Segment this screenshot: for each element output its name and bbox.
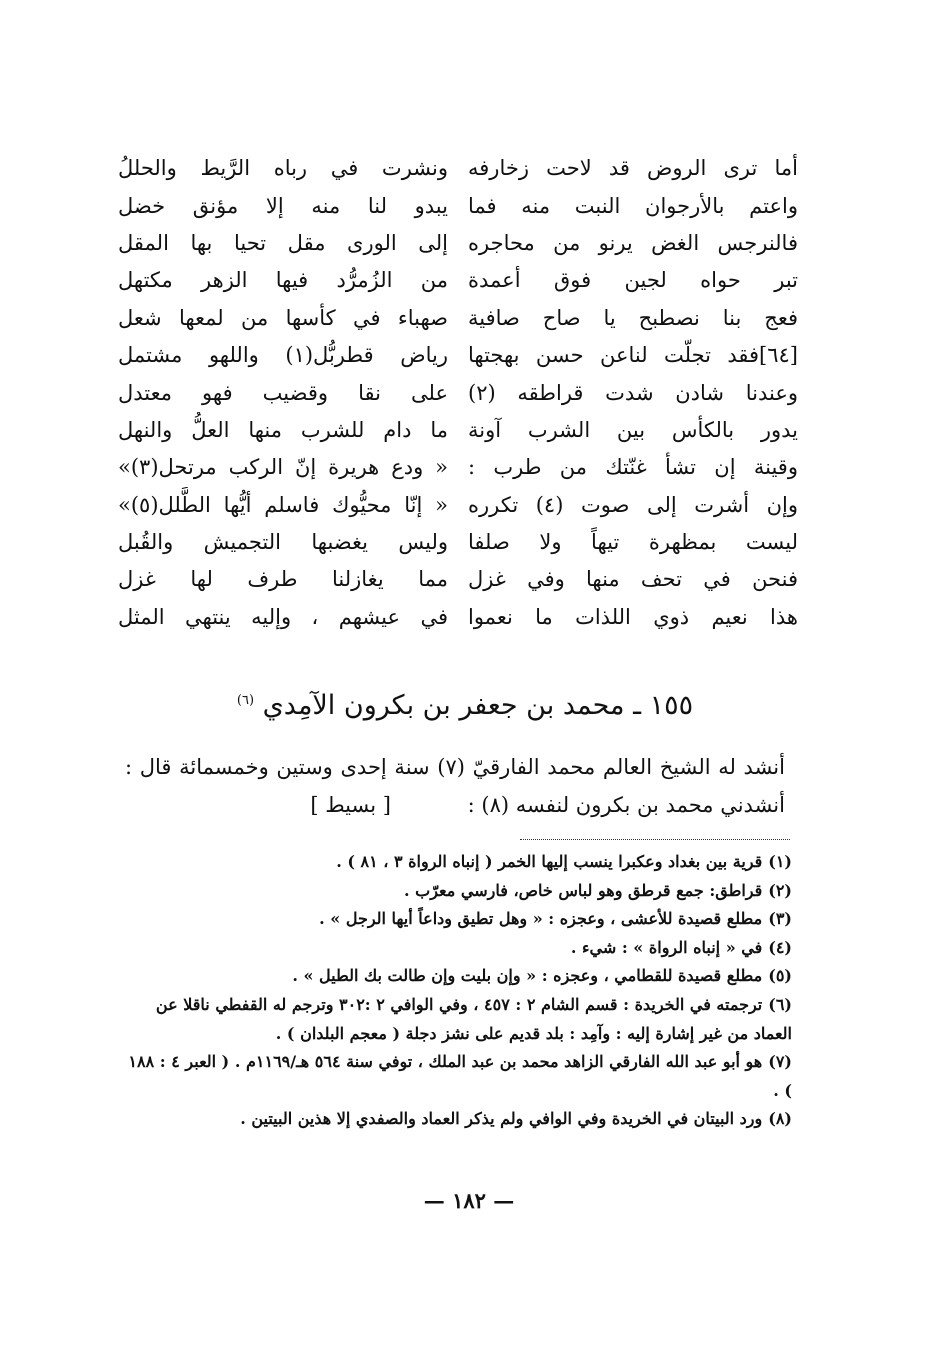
intro-line: أنشد له الشيخ العالم محمد الفارقيّ (٧) سنة إحدى وستين وخمسمائة قال : <box>125 755 785 779</box>
footnote-text: في « إنباه الرواة » : شيء . <box>570 937 763 957</box>
poem-verse <box>118 487 798 524</box>
verse-second-hemistich: ما دام للشرب منها العلُّ والنهل <box>118 417 448 442</box>
verse-first-hemistich: وإن أشرت إلى صوت (٤) تكرره <box>468 492 798 517</box>
footnote <box>122 848 792 877</box>
footnote-number: (٣) <box>768 909 792 929</box>
footnote <box>122 934 792 963</box>
footnote-ref: (٦) <box>236 693 255 708</box>
footnote-text: ورد البيتان في الخريدة وفي الوافي ولم يذكر العماد والصفدي إلا هذين البيتين . <box>240 1109 763 1129</box>
verse-first-hemistich: تبر حواه لجين فوق أعمدة <box>468 268 798 293</box>
verse-first-hemistich: وقينة إن تشأ غنّتك من طرب : <box>468 455 798 480</box>
footnote <box>122 991 792 1048</box>
footnote <box>122 1105 792 1134</box>
footnote <box>122 962 792 991</box>
footnote-number: (١) <box>768 852 792 871</box>
entry-title: ١٥٥ ـ محمد بن جعفر بن بكرون الآمِدي <box>262 690 694 721</box>
footnote-divider <box>520 839 790 840</box>
poem-verse <box>118 225 798 262</box>
poem-verse <box>118 187 798 224</box>
verse-second-hemistich: « إنّا محيُّوك فاسلم أيُّها الطَّلل(٥)» <box>118 492 448 517</box>
verse-second-hemistich: صهباء في كأسها من لمعها شعل <box>118 305 448 330</box>
poem-verse <box>118 412 798 449</box>
footnote-number: (٥) <box>768 966 792 986</box>
page-number: — ١٨٢ — <box>423 1188 515 1213</box>
verse-second-hemistich: إلى الورى مقل تحيا بها المقل <box>118 230 448 255</box>
poem-verse <box>118 599 798 636</box>
poem-verse <box>118 561 798 598</box>
verse-second-hemistich: على نقا وقضيب فهو معتدل <box>118 380 448 405</box>
verse-second-hemistich: « ودع هريرة إنّ الركب مرتحل(٣)» <box>118 455 448 480</box>
verse-second-hemistich: يبدو لنا منه إلا مؤنق خضل <box>118 193 448 218</box>
footnote-number: (٦) <box>768 994 792 1014</box>
verse-first-hemistich: أما ترى الروض قد لاحت زخارفه <box>468 156 798 181</box>
entry-heading <box>150 690 780 721</box>
footnote-text: هو أبو عبد الله الفارقي الزاهد محمد بن عبد الملك ، توفي سنة ٥٦٤ هـ/١١٦٩م . ( العبر ٤ : ١٨٨ ) . <box>128 1052 792 1100</box>
footnote <box>122 1048 792 1105</box>
poem-verse <box>118 374 798 411</box>
poem-verse <box>118 150 798 187</box>
verse-first-hemistich: هذا نعيم ذوي اللذات ما نعموا <box>468 604 798 629</box>
footnote-text: قرية بين بغداد وعكبرا ينسب إليها الخمر ( إنباه الرواة ٣ ، ٨١ ) . <box>336 852 763 871</box>
verse-first-hemistich: فنحن في تحف منها وفي غزل <box>468 567 798 592</box>
verse-first-hemistich: فعج بنا نصطبح يا صاح صافية <box>468 305 798 330</box>
verse-first-hemistich: ليست بمظهرة تيهاً ولا صلفا <box>468 530 798 555</box>
footnote <box>122 905 792 934</box>
meter-label: [ بسيط ] <box>310 793 391 817</box>
verse-second-hemistich: وليس يغضبها التجميش والقُبل <box>118 530 448 555</box>
poem-verse <box>118 300 798 337</box>
footnote <box>122 877 792 906</box>
verse-first-hemistich: فالنرجس الغض يرنو من محاجره <box>468 230 798 255</box>
verse-first-hemistich: [٦٤]فقد تجلّت لناعن حسن بهجتها <box>468 343 798 368</box>
poem-verse <box>118 524 798 561</box>
intro-paragraph <box>125 748 785 824</box>
poem-verse <box>118 262 798 299</box>
poem-block <box>118 150 798 670</box>
footnote-text: قراطق: جمع قرطق وهو لباس خاص، فارسي معرّب . <box>404 880 763 900</box>
verse-second-hemistich: من الزُمرُّد فيها الزهر مكتهل <box>118 268 448 293</box>
footnote-number: (٢) <box>768 880 792 900</box>
verse-second-hemistich: مما يغازلنا طرف لها غزل <box>118 567 448 592</box>
verse-first-hemistich: وعندنا شادن شدت قراطقه (٢) <box>468 380 798 405</box>
footnote-number: (٤) <box>768 937 792 957</box>
verse-first-hemistich: يدور بالكأس بين الشرب آونة <box>468 417 798 442</box>
poem-verse <box>118 337 798 374</box>
intro-line-text: أنشدني محمد بن بكرون لنفسه (٨) : <box>467 793 785 817</box>
verse-second-hemistich: رياض قطربُّل(١) واللهو مشتمل <box>118 343 448 368</box>
footnote-number: (٧) <box>768 1052 792 1072</box>
verse-second-hemistich: ونشرت في رباه الرَّيط والحللُ <box>118 156 448 181</box>
poem-verse <box>118 449 798 486</box>
footnote-number: (٨) <box>768 1109 792 1129</box>
footnote-text: ترجمته في الخريدة : قسم الشام ٢ : ٤٥٧ ، وفي الوافي ٢ :٣٠٢ وترجم له القفطي ناقلا عن العماد من غير إشارة إليه : وآمِد : بلد قديم على نشز دجلة ( معجم البلدان ) . <box>155 994 792 1043</box>
intro-line <box>125 786 785 824</box>
verse-first-hemistich: واعتم بالأرجوان النبت منه فما <box>468 193 798 218</box>
footnote-text: مطلع قصيدة للأعشى ، وعجزه : « وهل تطيق وداعاً أيها الرجل » . <box>319 909 763 929</box>
footnotes <box>122 848 792 1134</box>
verse-second-hemistich: في عيشهم ، وإليه ينتهي المثل <box>118 604 448 629</box>
footnote-text: مطلع قصيدة للقطامي ، وعجزه : « وإن بليت وإن طالت بك الطيل » . <box>292 966 763 986</box>
